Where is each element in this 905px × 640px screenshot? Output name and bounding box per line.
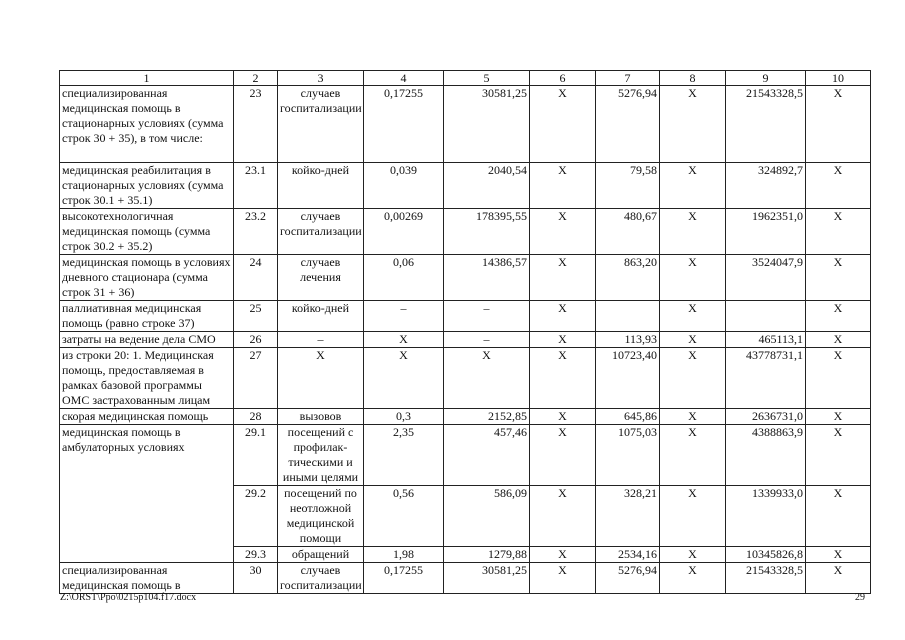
row-unit: вызовов <box>278 409 364 425</box>
table-row <box>60 409 871 425</box>
row-number: 23.2 <box>234 209 278 255</box>
row-unit: случаев госпитализации <box>278 86 364 163</box>
cell: 79,58 <box>596 163 660 209</box>
cell: X <box>806 547 871 563</box>
cell: 1962351,0 <box>726 209 806 255</box>
col-header: 5 <box>444 71 530 86</box>
row-unit: случаев госпитализации <box>278 563 364 594</box>
row-name: паллиативная медицинская помощь (равно строке 37) <box>60 301 234 332</box>
cell: 457,46 <box>444 425 530 486</box>
cell: 863,20 <box>596 255 660 301</box>
page-number: 29 <box>855 592 865 603</box>
cell: 0,56 <box>364 486 444 547</box>
cell: X <box>806 255 871 301</box>
row-name: затраты на ведение дела СМО <box>60 332 234 348</box>
row-name: медицинская помощь в амбулаторных условиях <box>60 425 234 563</box>
cell: 480,67 <box>596 209 660 255</box>
cell: X <box>660 255 726 301</box>
cell: – <box>364 301 444 332</box>
row-name: из строки 20: 1. Медицинская помощь, предоставляемая в рамках базовой программы ОМС застрахованным лицам <box>60 348 234 409</box>
cell: 43778731,1 <box>726 348 806 409</box>
cell <box>596 301 660 332</box>
cell: X <box>530 163 596 209</box>
cell: X <box>806 409 871 425</box>
cell: X <box>530 425 596 486</box>
cell: – <box>444 301 530 332</box>
row-number: 23.1 <box>234 163 278 209</box>
col-header: 7 <box>596 71 660 86</box>
cell: X <box>530 547 596 563</box>
cell: X <box>660 409 726 425</box>
row-unit: посещений с профилак-тическими и иными целями <box>278 425 364 486</box>
col-header: 6 <box>530 71 596 86</box>
cell: X <box>444 348 530 409</box>
row-unit: койко-дней <box>278 301 364 332</box>
cell: X <box>660 209 726 255</box>
cell: X <box>660 348 726 409</box>
row-number: 28 <box>234 409 278 425</box>
cell: 10345826,8 <box>726 547 806 563</box>
cell: 1279,88 <box>444 547 530 563</box>
cell: 0,3 <box>364 409 444 425</box>
cell: 0,00269 <box>364 209 444 255</box>
table-row <box>60 255 871 301</box>
cell: X <box>806 163 871 209</box>
cell: 328,21 <box>596 486 660 547</box>
cell: 178395,55 <box>444 209 530 255</box>
col-header: 2 <box>234 71 278 86</box>
data-table <box>59 70 871 594</box>
cell: X <box>660 301 726 332</box>
row-name: высокотехнологичная медицинская помощь (сумма строк 30.2 + 35.2) <box>60 209 234 255</box>
cell: 5276,94 <box>596 86 660 163</box>
cell: 0,17255 <box>364 86 444 163</box>
cell: X <box>660 486 726 547</box>
row-number: 30 <box>234 563 278 594</box>
cell: 30581,25 <box>444 563 530 594</box>
cell: 3524047,9 <box>726 255 806 301</box>
row-unit: случаев лечения <box>278 255 364 301</box>
row-number: 24 <box>234 255 278 301</box>
row-number: 29.3 <box>234 547 278 563</box>
cell: X <box>530 348 596 409</box>
cell: X <box>530 209 596 255</box>
cell <box>726 301 806 332</box>
row-number: 25 <box>234 301 278 332</box>
col-header: 10 <box>806 71 871 86</box>
row-unit: обращений <box>278 547 364 563</box>
cell: X <box>530 301 596 332</box>
cell: X <box>806 348 871 409</box>
cell: X <box>530 563 596 594</box>
table-row <box>60 332 871 348</box>
cell: 1075,03 <box>596 425 660 486</box>
row-number: 23 <box>234 86 278 163</box>
cell: 21543328,5 <box>726 86 806 163</box>
cell: X <box>660 163 726 209</box>
cell: 324892,7 <box>726 163 806 209</box>
row-name: медицинская реабилитация в стационарных условиях (сумма строк 30.1 + 35.1) <box>60 163 234 209</box>
row-number: 29.2 <box>234 486 278 547</box>
cell: X <box>530 332 596 348</box>
cell: 30581,25 <box>444 86 530 163</box>
cell: 465113,1 <box>726 332 806 348</box>
cell: X <box>530 86 596 163</box>
row-unit: – <box>278 332 364 348</box>
cell: 0,17255 <box>364 563 444 594</box>
cell: X <box>806 425 871 486</box>
cell: X <box>806 86 871 163</box>
cell: X <box>806 486 871 547</box>
cell: X <box>530 255 596 301</box>
col-header: 3 <box>278 71 364 86</box>
row-unit: койко-дней <box>278 163 364 209</box>
table-row <box>60 163 871 209</box>
cell: X <box>660 563 726 594</box>
cell: 4388863,9 <box>726 425 806 486</box>
cell: X <box>660 332 726 348</box>
cell: X <box>660 425 726 486</box>
cell: X <box>806 563 871 594</box>
cell: X <box>806 332 871 348</box>
cell: X <box>530 486 596 547</box>
cell: – <box>444 332 530 348</box>
col-header: 4 <box>364 71 444 86</box>
col-header: 8 <box>660 71 726 86</box>
cell: 2636731,0 <box>726 409 806 425</box>
cell: 2,35 <box>364 425 444 486</box>
row-name: медицинская помощь в условиях дневного стационара (сумма строк 31 + 36) <box>60 255 234 301</box>
row-unit: случаев госпитализации <box>278 209 364 255</box>
cell: 1,98 <box>364 547 444 563</box>
row-number: 29.1 <box>234 425 278 486</box>
cell: 21543328,5 <box>726 563 806 594</box>
cell: X <box>364 332 444 348</box>
cell: X <box>806 301 871 332</box>
row-number: 27 <box>234 348 278 409</box>
cell: X <box>364 348 444 409</box>
row-number: 26 <box>234 332 278 348</box>
cell: 14386,57 <box>444 255 530 301</box>
table-row <box>60 209 871 255</box>
table-row <box>60 425 871 486</box>
table-row <box>60 301 871 332</box>
col-header: 1 <box>60 71 234 86</box>
cell: 5276,94 <box>596 563 660 594</box>
cell: 1339933,0 <box>726 486 806 547</box>
row-name: скорая медицинская помощь <box>60 409 234 425</box>
cell: 2040,54 <box>444 163 530 209</box>
file-path: Z:\ORST\Ppo\0215p104.f17.docx <box>60 592 197 603</box>
row-name: специализированная медицинская помощь в <box>60 563 234 594</box>
table-row <box>60 86 871 163</box>
cell: X <box>806 209 871 255</box>
table-row <box>60 563 871 594</box>
table-row <box>60 348 871 409</box>
cell: 0,06 <box>364 255 444 301</box>
cell: X <box>530 409 596 425</box>
cell: X <box>660 547 726 563</box>
row-unit: посещений по неотложной медицинской помощи <box>278 486 364 547</box>
cell: 10723,40 <box>596 348 660 409</box>
cell: 113,93 <box>596 332 660 348</box>
cell: 2534,16 <box>596 547 660 563</box>
cell: 2152,85 <box>444 409 530 425</box>
cell: X <box>660 86 726 163</box>
cell: 645,86 <box>596 409 660 425</box>
row-name: специализированная медицинская помощь в стационарных условиях (сумма строк 30 + 35), в том числе: <box>60 86 234 163</box>
cell: 0,039 <box>364 163 444 209</box>
row-unit: X <box>278 348 364 409</box>
header-row <box>60 71 871 86</box>
col-header: 9 <box>726 71 806 86</box>
cell: 586,09 <box>444 486 530 547</box>
